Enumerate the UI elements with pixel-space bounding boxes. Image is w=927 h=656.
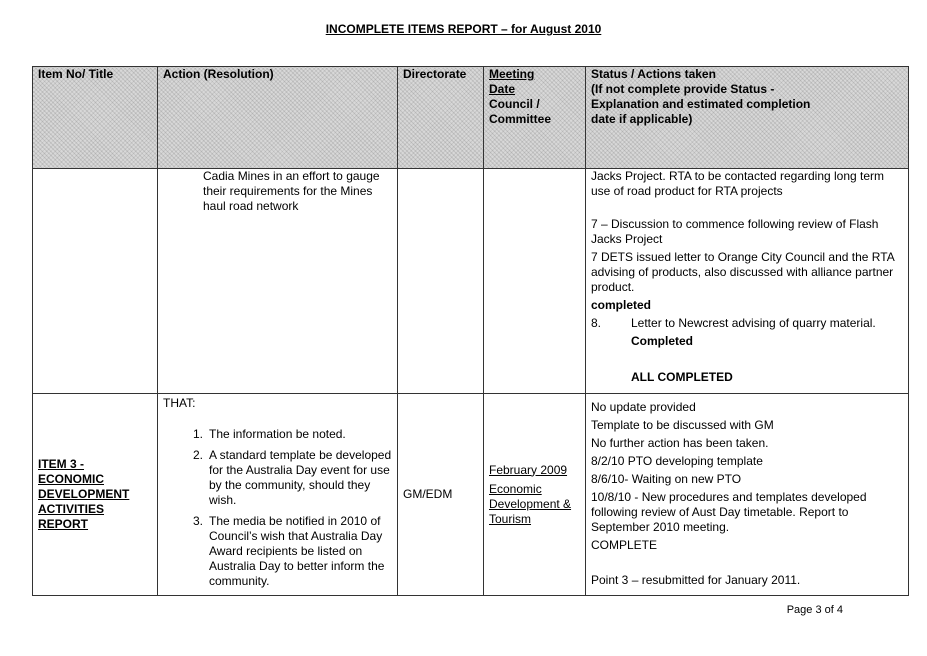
status-number: 8. (591, 316, 602, 330)
item-title-line: REPORT (38, 517, 89, 531)
status-text: Letter to Newcrest advising of quarry material. (631, 316, 876, 330)
list-text: The information be noted. (209, 427, 346, 441)
header-meeting-line: Council / (489, 97, 540, 111)
status-completed: completed (591, 298, 652, 312)
item-title-line: ECONOMIC (38, 472, 104, 486)
header-status-line: Status / Actions taken (591, 67, 716, 81)
list-number: 3. (192, 514, 203, 528)
report-title: INCOMPLETE ITEMS REPORT – for August 2010 (325, 22, 602, 36)
table-row (33, 394, 909, 596)
header-status-line: (If not complete provide Status - (591, 82, 775, 96)
row2-directorate-cell (398, 394, 484, 596)
status-line: No further action has been taken. (591, 436, 769, 450)
status-line: Template to be discussed with GM (591, 418, 774, 432)
header-meeting-date (484, 67, 586, 169)
row1-status-cell (586, 169, 909, 394)
status-completed: Completed (631, 334, 694, 348)
status-line: 8/6/10- Waiting on new PTO (591, 472, 742, 486)
row1-item-cell (33, 169, 158, 394)
status-line: No update provided (591, 400, 696, 414)
list-text: The media be notified in 2010 of Council’s wish that Australia Day Award recipients be listed on Australia Day to better inform the community. (209, 514, 385, 588)
status-text: 7 – Discussion to commence following review of Flash Jacks Project (591, 217, 879, 246)
row2-action-cell (158, 394, 398, 596)
status-numbered-item (591, 316, 903, 331)
list-number: 2. (192, 448, 203, 462)
status-text: Jacks Project. RTA to be contacted regarding long term use of road product for RTA projects (591, 169, 885, 198)
status-line: 8/2/10 PTO developing template (591, 454, 763, 468)
item-title-line: ACTIVITIES (38, 502, 105, 516)
header-item-no-title: Item No/ Title (33, 67, 158, 169)
header-action-resolution: Action (Resolution) (158, 67, 398, 169)
list-text: A standard template be developed for the Australia Day event for use by the community, should they wish. (209, 448, 392, 507)
action-intro: THAT: (163, 396, 196, 410)
header-meeting-line: Date (489, 82, 516, 96)
row1-directorate-cell (398, 169, 484, 394)
row2-status-cell (586, 394, 909, 596)
header-meeting-line: Committee (489, 112, 552, 126)
status-line: 10/8/10 - New procedures and templates developed following review of Aust Day timetable. Report to September 2010 meeting. (591, 490, 867, 534)
directorate-value: GM/EDM (403, 487, 453, 501)
item-title-line: DEVELOPMENT (38, 487, 130, 501)
status-all-completed: ALL COMPLETED (631, 370, 733, 384)
list-item (163, 448, 392, 508)
status-text: 7 DETS issued letter to Orange City Council and the RTA advising of products, also discussed with alliance partner product. (591, 250, 895, 294)
status-complete: COMPLETE (591, 538, 658, 552)
item-title-line: ITEM 3 - (38, 457, 85, 471)
row2-meeting-cell (484, 394, 586, 596)
list-item (163, 514, 392, 589)
header-status-line: Explanation and estimated completion (591, 97, 811, 111)
header-status-actions (586, 67, 909, 169)
page-number: Page 3 of 4 (786, 604, 843, 616)
header-directorate: Directorate (398, 67, 484, 169)
list-number: 1. (192, 427, 203, 441)
incomplete-items-table (32, 66, 909, 596)
row2-item-cell (33, 394, 158, 596)
status-line: Point 3 – resubmitted for January 2011. (591, 573, 801, 587)
row1-action-text: Cadia Mines in an effort to gauge their requirements for the Mines haul road network (203, 169, 380, 213)
header-status-line: date if applicable) (591, 112, 693, 126)
action-list (163, 427, 392, 589)
table-row (33, 169, 909, 394)
list-item (163, 427, 392, 442)
meeting-committee: Economic Development & Tourism (489, 481, 572, 526)
row1-meeting-cell (484, 169, 586, 394)
table-header-row (33, 67, 909, 169)
header-meeting-line: Meeting (489, 67, 535, 81)
meeting-date: February 2009 (489, 462, 568, 477)
row1-action-cell (158, 169, 398, 394)
